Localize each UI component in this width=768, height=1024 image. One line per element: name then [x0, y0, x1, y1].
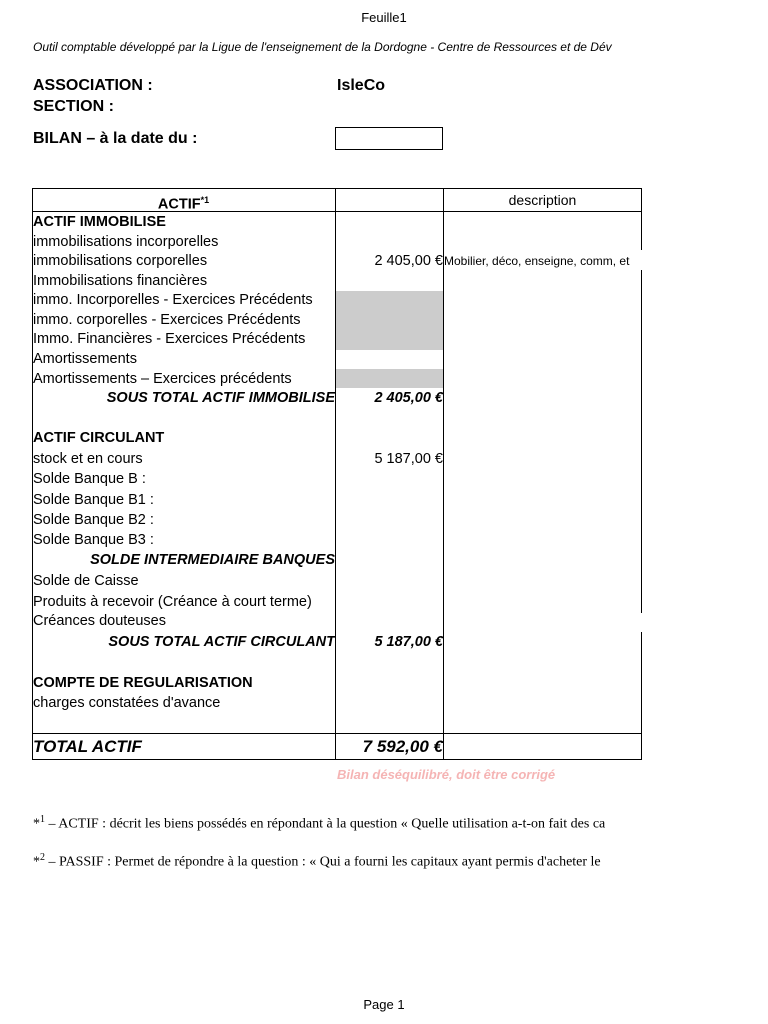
row-label: immo. corporelles - Exercices Précédents — [33, 312, 301, 328]
table-row — [32, 232, 642, 252]
footnote-star: * — [33, 854, 40, 870]
bilan-date-label: BILAN – à la date du : — [33, 130, 198, 147]
footnote-marker: *1 — [200, 195, 210, 205]
table-row — [32, 673, 642, 693]
footnote-text: – PASSIF : Permet de répondre à la question : « Qui a fourni les capitaux ayant permis d'acheter le — [45, 854, 601, 870]
table-row — [32, 571, 642, 591]
row-label: Amortissements — [33, 351, 137, 367]
row-value: 5 187,00 € — [374, 451, 443, 467]
row-label: Solde Banque B2 : — [33, 512, 154, 528]
table-row — [32, 530, 642, 550]
bilan-date-field[interactable] — [335, 127, 443, 150]
row-label: immobilisations incorporelles — [33, 234, 219, 250]
footnote-star: * — [33, 816, 40, 832]
row-value: 2 405,00 € — [374, 253, 443, 269]
subtotal-label: SOLDE INTERMEDIAIRE BANQUES — [90, 552, 335, 568]
actif-table — [32, 188, 642, 760]
association-label: ASSOCIATION : — [33, 77, 153, 94]
row-label: stock et en cours — [33, 451, 143, 467]
table-row — [32, 469, 642, 489]
table-header — [32, 190, 642, 213]
subtotal-row — [32, 388, 642, 408]
footnote — [33, 814, 642, 833]
section-label: SECTION : — [33, 98, 114, 115]
balance-warning: Bilan déséquilibré, doit être corrigé — [337, 767, 556, 782]
table-row — [32, 592, 642, 612]
row-label: ACTIF CIRCULANT — [33, 430, 165, 446]
row-description: Mobilier, déco, enseigne, comm, et — [444, 254, 630, 268]
subtotal-label: SOUS TOTAL ACTIF CIRCULANT — [108, 634, 335, 650]
footnote-number: 1 — [40, 814, 45, 825]
row-label: charges constatées d'avance — [33, 695, 221, 711]
table-row — [32, 271, 642, 291]
association-value: IsleCo — [337, 77, 386, 94]
tool-subtitle: Outil comptable développé par la Ligue de l'enseignement de la Dordogne - Centre de Ressources et de Dév — [33, 40, 612, 54]
subtotal-label: SOUS TOTAL ACTIF IMMOBILISE — [106, 390, 335, 406]
table-row — [32, 428, 642, 448]
row-label: Amortissements – Exercices précédents — [33, 371, 292, 387]
page-number: Page 1 — [363, 997, 405, 1012]
footnote-text: – ACTIF : décrit les biens possédés en répondant à la question « Quelle utilisation a-t-on fait des ca — [45, 816, 606, 832]
total-value: 7 592,00 € — [362, 737, 443, 756]
row-label: immo. Incorporelles - Exercices Précédents — [33, 292, 313, 308]
total-label: TOTAL ACTIF — [33, 737, 142, 756]
table-row — [32, 490, 642, 510]
row-label: Produits à recevoir (Créance à court terme) — [33, 594, 312, 610]
table-row — [32, 290, 642, 310]
footnote-number: 2 — [40, 852, 45, 863]
row-label: Solde Banque B3 : — [33, 532, 154, 548]
row-label: Immobilisations financières — [33, 273, 208, 289]
row-label: Solde de Caisse — [33, 573, 139, 589]
table-row — [32, 611, 642, 631]
subtotal-value: 2 405,00 € — [374, 390, 443, 406]
grid-line — [32, 188, 642, 189]
table-row — [32, 212, 642, 232]
row-label: Solde Banque B : — [33, 471, 146, 487]
table-row — [32, 369, 642, 389]
table-row — [32, 693, 642, 713]
subtotal-value: 5 187,00 € — [374, 634, 443, 650]
row-label: ACTIF IMMOBILISE — [33, 214, 166, 230]
subtotal-row — [32, 550, 642, 570]
row-label: immobilisations corporelles — [33, 253, 208, 269]
table-row — [32, 349, 642, 369]
table-row — [32, 329, 642, 349]
row-label: Solde Banque B1 : — [33, 492, 154, 508]
table-row — [32, 251, 642, 271]
table-row — [32, 510, 642, 530]
row-label: COMPTE DE REGULARISATION — [33, 675, 253, 691]
column-header-actif — [32, 190, 335, 215]
row-label: Créances douteuses — [33, 613, 166, 629]
footnote — [33, 852, 642, 871]
table-row — [32, 449, 642, 469]
total-row — [32, 734, 642, 759]
sheet-title: Feuille1 — [361, 10, 407, 25]
column-header-actif-text: ACTIF — [157, 196, 201, 213]
table-row — [32, 310, 642, 330]
row-label: Immo. Financières - Exercices Précédents — [33, 331, 306, 347]
subtotal-row — [32, 632, 642, 652]
column-header-description: description — [508, 192, 577, 208]
